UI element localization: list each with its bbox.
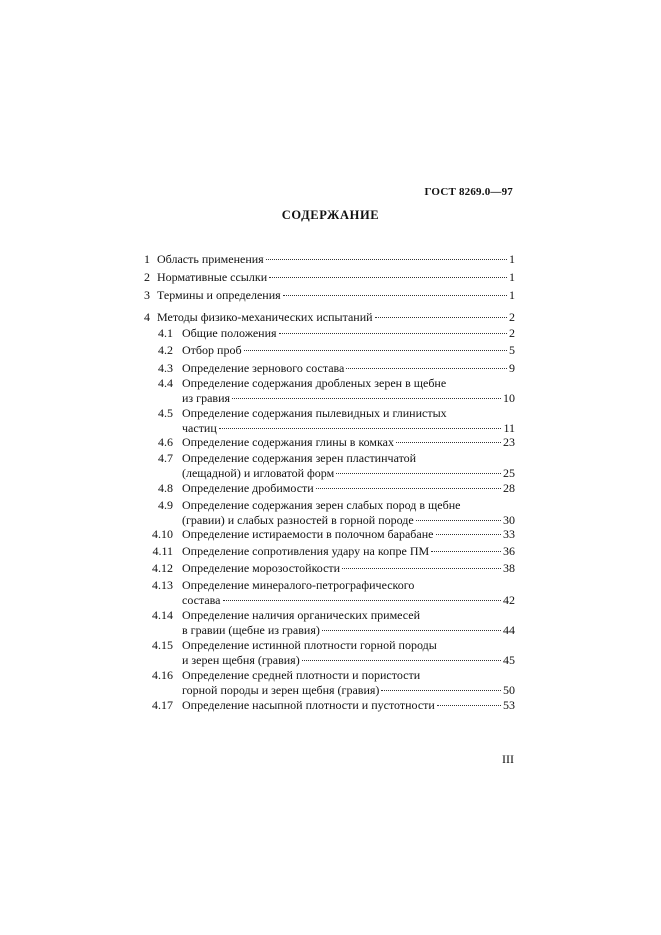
toc-entry-number: 4.12 — [152, 561, 173, 575]
dot-leader — [437, 705, 501, 706]
dot-leader — [436, 534, 502, 535]
toc-entry-number: 4.8 — [158, 481, 173, 495]
toc-entry — [144, 498, 515, 528]
toc-entry-number: 4.11 — [152, 544, 173, 558]
toc-entry-title: Определение содержания зерен слабых пород в щебне — [182, 498, 461, 512]
toc-entry-title: Определение истираемости в полочном барабане — [182, 527, 434, 541]
toc-entry — [144, 376, 515, 406]
toc-entry — [144, 608, 515, 638]
toc-entry-page: 28 — [503, 481, 515, 495]
toc-entry — [144, 361, 515, 376]
toc-entry — [144, 698, 515, 713]
standard-code: ГОСТ 8269.0—97 — [424, 186, 513, 198]
toc-entry-title: горной породы и зерен щебня (гравия) — [182, 683, 380, 697]
toc-entry-title: Определение сопротивления удару на копре ПМ — [182, 544, 430, 558]
toc-entry-page: 33 — [503, 527, 515, 541]
dot-leader — [336, 473, 501, 474]
toc-entry-title: Нормативные ссылки — [157, 270, 268, 284]
dot-leader — [381, 690, 501, 691]
toc-entry-title: Определение истинной плотности горной породы — [182, 638, 437, 652]
toc-entry-number: 4.10 — [152, 527, 173, 541]
dot-leader — [279, 333, 507, 334]
toc-entry-number: 4.1 — [158, 326, 173, 340]
toc-entry — [144, 668, 515, 698]
toc-entry-page: 1 — [509, 288, 515, 302]
toc-entry-number: 4.5 — [158, 406, 173, 420]
toc-entry-title: (гравии) и слабых разностей в горной породе — [182, 513, 414, 527]
page-folio: III — [502, 752, 514, 766]
toc-entry-page: 25 — [503, 466, 515, 480]
toc-entry-number: 4.15 — [152, 638, 173, 652]
dot-leader — [232, 398, 501, 399]
toc-entry-title: состава — [182, 593, 221, 607]
dot-leader — [302, 660, 501, 661]
dot-leader — [269, 277, 507, 278]
toc-entry — [144, 544, 515, 559]
toc-entry-page: 50 — [503, 683, 515, 697]
dot-leader — [342, 568, 501, 569]
toc-entry — [144, 343, 515, 358]
toc-entry — [144, 451, 515, 481]
toc-entry-number: 3 — [144, 288, 150, 302]
toc-entry-title: Методы физико-механических испытаний — [157, 310, 373, 324]
toc-entry-title: Область применения — [157, 252, 264, 266]
toc-entry-title: Отбор проб — [182, 343, 242, 357]
toc-entry-number: 4.3 — [158, 361, 173, 375]
toc-entry-page: 2 — [509, 310, 515, 324]
toc-entry-title: (лещадной) и игловатой форм — [182, 466, 335, 480]
dot-leader — [322, 630, 501, 631]
toc-entry-title: и зерен щебня (гравия) — [182, 653, 300, 667]
dot-leader — [219, 428, 502, 429]
dot-leader — [316, 488, 501, 489]
toc-entry-title: в гравии (щебне из гравия) — [182, 623, 320, 637]
toc-entry-title: Определение насыпной плотности и пустотности — [182, 698, 435, 712]
toc-entry-page: 38 — [503, 561, 515, 575]
toc-entry — [144, 288, 515, 303]
toc-entry-title: Определение содержания глины в комках — [182, 435, 394, 449]
dot-leader — [346, 368, 507, 369]
toc-entry — [144, 638, 515, 668]
toc-entry — [144, 406, 515, 436]
toc-entry-page: 1 — [509, 252, 515, 266]
toc-entry-title: Определение дробимости — [182, 481, 314, 495]
dot-leader — [375, 317, 507, 318]
toc-entry-number: 4.9 — [158, 498, 173, 512]
toc-entry — [144, 481, 515, 496]
toc-entry-number: 4.4 — [158, 376, 173, 390]
dot-leader — [266, 259, 507, 260]
toc-entry-page: 45 — [503, 653, 515, 667]
toc-entry-title: Определение морозостойкости — [182, 561, 341, 575]
toc-entry-number: 4.6 — [158, 435, 173, 449]
toc-entry-page: 42 — [503, 593, 515, 607]
toc-entry-page: 2 — [509, 326, 515, 340]
toc-entry-title: Определение наличия органических примесей — [182, 608, 421, 622]
dot-leader — [416, 520, 501, 521]
toc-entry — [144, 578, 515, 608]
toc-entry-number: 4.7 — [158, 451, 173, 465]
toc-entry-title: Определение зернового состава — [182, 361, 345, 375]
toc-entry-title: из гравия — [182, 391, 231, 405]
toc-entry-page: 10 — [503, 391, 515, 405]
toc-entry-page: 11 — [503, 421, 515, 435]
toc-entry-number: 1 — [144, 252, 150, 266]
toc-entry-number: 4.14 — [152, 608, 173, 622]
toc-entry — [144, 435, 515, 450]
dot-leader — [431, 551, 501, 552]
toc-entry-page: 30 — [503, 513, 515, 527]
toc-entry-number: 4.13 — [152, 578, 173, 592]
toc-entry-page: 53 — [503, 698, 515, 712]
toc-entry-number: 4.17 — [152, 698, 173, 712]
toc-entry-page: 9 — [509, 361, 515, 375]
toc-entry-page: 1 — [509, 270, 515, 284]
toc-entry — [144, 527, 515, 542]
toc-title: СОДЕРЖАНИЕ — [281, 208, 380, 222]
toc-entry-number: 4 — [144, 310, 150, 324]
toc-entry-title: Определение минералого-петрографического — [182, 578, 415, 592]
toc-entry-title: Определение содержания зерен пластинчатой — [182, 451, 417, 465]
toc-entry-number: 4.2 — [158, 343, 173, 357]
toc-entry — [144, 310, 515, 325]
toc-entry-title: Определение содержания пылевидных и глинистых — [182, 406, 447, 420]
toc-entry-page: 5 — [509, 343, 515, 357]
dot-leader — [223, 600, 501, 601]
toc-entry-title: частиц — [182, 421, 217, 435]
toc-entry-title: Термины и определения — [157, 288, 281, 302]
dot-leader — [283, 295, 507, 296]
toc-entry — [144, 270, 515, 285]
dot-leader — [244, 350, 507, 351]
toc-entry-page: 44 — [503, 623, 515, 637]
toc-entry-number: 2 — [144, 270, 150, 284]
toc-entry — [144, 561, 515, 576]
toc-entry-number: 4.16 — [152, 668, 173, 682]
toc-entry — [144, 252, 515, 267]
dot-leader — [396, 442, 501, 443]
toc-entry-page: 23 — [503, 435, 515, 449]
toc-entry-title: Определение содержания дробленых зерен в щебне — [182, 376, 447, 390]
toc-entry-title: Определение средней плотности и пористости — [182, 668, 421, 682]
toc-entry-page: 36 — [503, 544, 515, 558]
toc-entry-title: Общие положения — [182, 326, 277, 340]
toc-entry — [144, 326, 515, 341]
